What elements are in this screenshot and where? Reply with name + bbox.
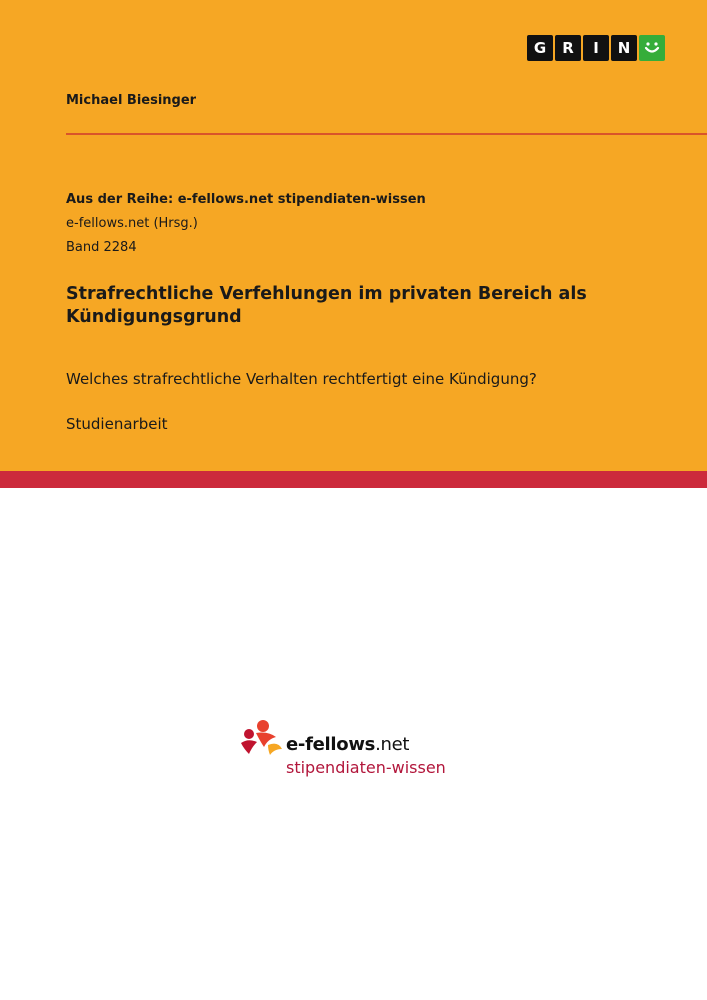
e-fellows-wordmark: e-fellows.net	[286, 734, 410, 755]
document-type: Studienarbeit	[66, 415, 168, 433]
series-line: Aus der Reihe: e-fellows.net stipendiaten-wissen	[66, 192, 426, 207]
editor-line: e-fellows.net (Hrsg.)	[66, 216, 198, 231]
band-number: Band 2284	[66, 240, 137, 255]
grin-letter-g: G	[527, 35, 553, 61]
cover-top	[0, 0, 707, 471]
grin-letter-r: R	[555, 35, 581, 61]
e-fellows-tagline: stipendiaten-wissen	[286, 758, 446, 777]
grin-letter-i: I	[583, 35, 609, 61]
e-fellows-logo	[238, 719, 478, 781]
book-subtitle: Welches strafrechtliche Verhalten rechtfertigt eine Kündigung?	[66, 370, 537, 388]
grin-letter-n: N	[611, 35, 637, 61]
grin-logo	[527, 35, 665, 61]
smile-icon	[639, 35, 665, 61]
red-band	[0, 471, 707, 488]
divider	[66, 133, 707, 135]
e-fellows-mark-icon	[238, 719, 284, 759]
author-name: Michael Biesinger	[66, 93, 197, 108]
book-title: Strafrechtliche Verfehlungen im privaten Bereich als Kündigungsgrund	[66, 284, 587, 327]
